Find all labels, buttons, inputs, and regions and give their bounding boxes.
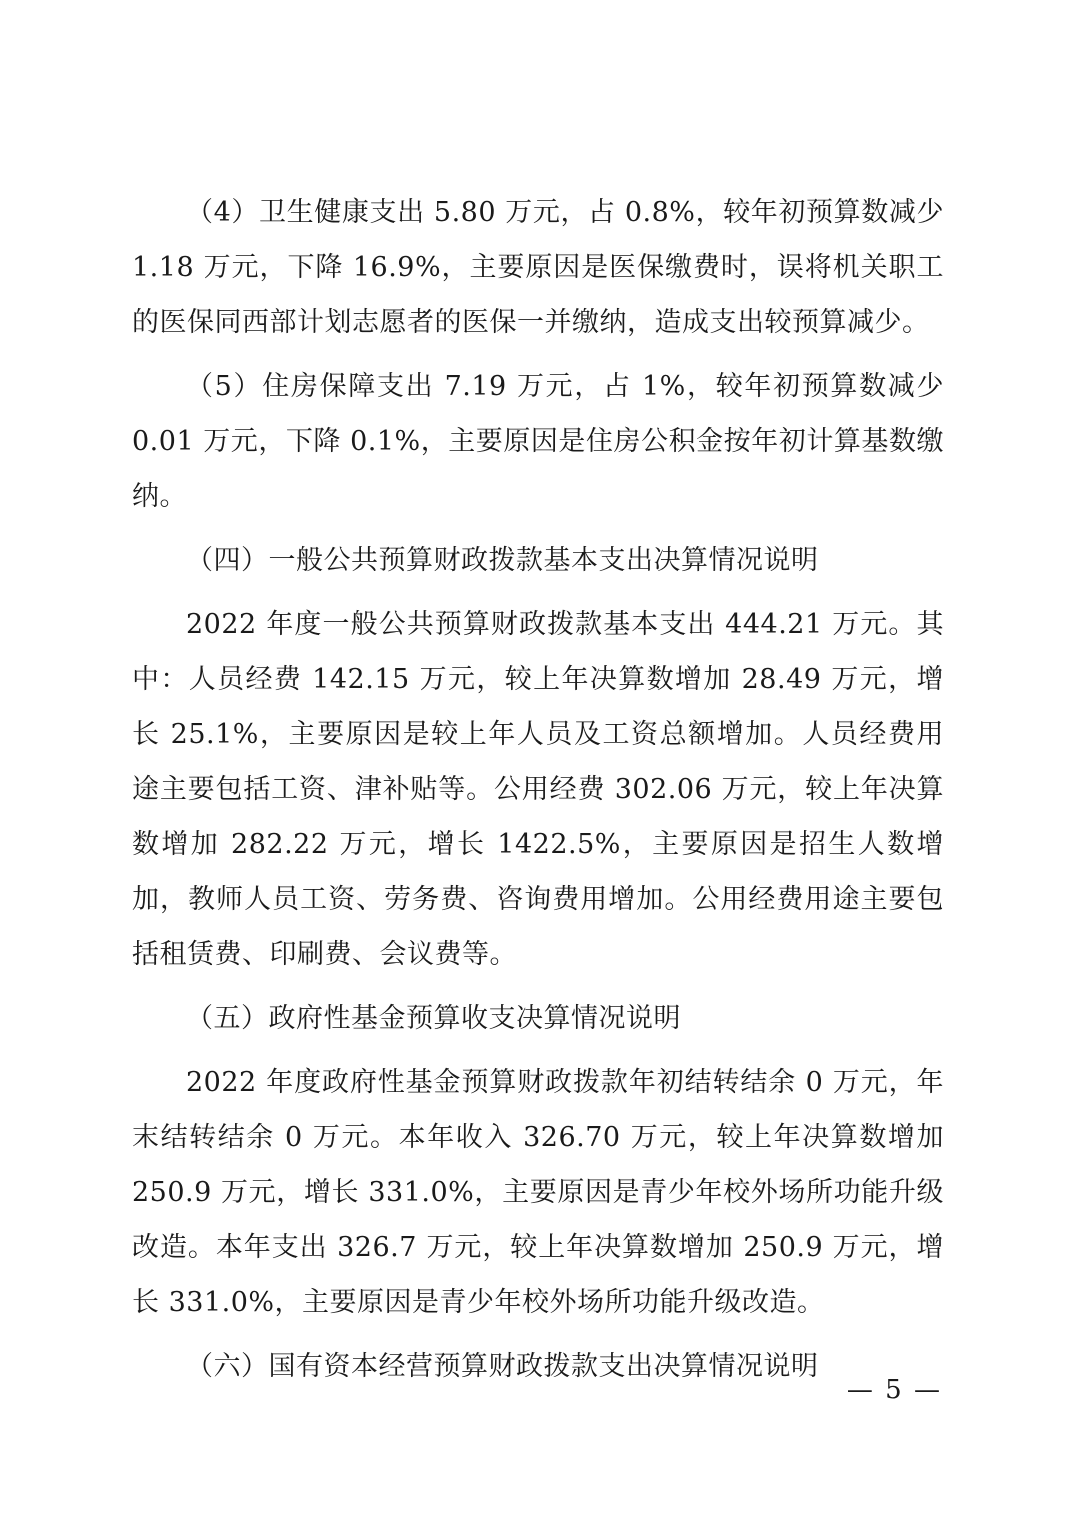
paragraph-health-expenditure: （4）卫生健康支出 5.80 万元，占 0.8%，较年初预算数减少 1.18 万元，下降 16.9%，主要原因是医保缴费时，误将机关职工的医保同西部计划志愿者的医保一并缴纳，造成支出较预算减少。 <box>132 197 944 338</box>
document-body <box>132 185 944 1394</box>
paragraph-government-fund: 2022 年度政府性基金预算财政拨款年初结转结余 0 万元，年末结转结余 0 万元。本年收入 326.70 万元，较上年决算数增加 250.9 万元，增长 331.0%，主要原因是青少年校外场所功能升级改造。本年支出 326.7 万元，较上年决算数增加 250.9 万元，增长 331.0%，主要原因是青少年校外场所功能升级改造。 <box>132 1067 944 1318</box>
paragraph-housing-expenditure: （5）住房保障支出 7.19 万元，占 1%，较年初预算数减少 0.01 万元，下降 0.1%，主要原因是住房公积金按年初计算基数缴纳。 <box>132 371 944 512</box>
page-number: — 5 — <box>846 1375 942 1405</box>
section-heading-basic-expenditure: （四）一般公共预算财政拨款基本支出决算情况说明 <box>186 545 819 576</box>
paragraph-basic-expenditure: 2022 年度一般公共预算财政拨款基本支出 444.21 万元。其中：人员经费 142.15 万元，较上年决算数增加 28.49 万元，增长 25.1%，主要原因是较上年人员及工资总额增加。人员经费用途主要包括工资、津补贴等。公用经费 302.06 万元，较上年决算数增加 282.22 万元，增长 1422.5%，主要原因是招生人数增加，教师人员工资、劳务费、咨询费用增加。公用经费用途主要包括租赁费、印刷费、会议费等。 <box>132 609 944 970</box>
section-heading-government-fund: （五）政府性基金预算收支决算情况说明 <box>186 1003 681 1034</box>
section-heading-state-capital: （六）国有资本经营预算财政拨款支出决算情况说明 <box>186 1351 819 1382</box>
